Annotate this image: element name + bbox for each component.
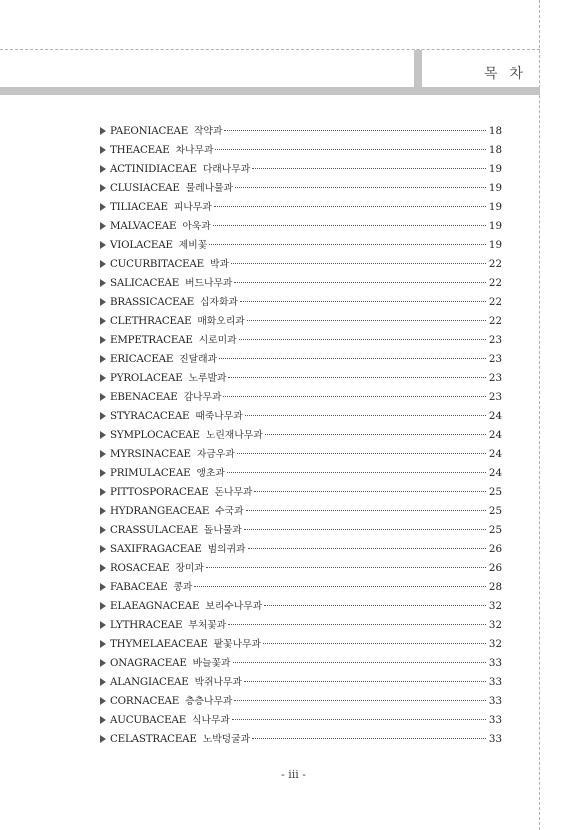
page-title: 목차 bbox=[483, 66, 535, 82]
family-latin-name: THEACEAE bbox=[110, 144, 170, 156]
dot-leader bbox=[264, 605, 486, 606]
toc-page-number: 22 bbox=[488, 277, 502, 289]
family-latin-name: BRASSICACEAE bbox=[110, 296, 195, 308]
family-latin-name: EMPETRACEAE bbox=[110, 334, 193, 346]
family-latin-name: MALVACEAE bbox=[110, 220, 177, 232]
triangle-bullet-icon bbox=[100, 374, 106, 382]
family-korean-name: 감나무과 bbox=[183, 392, 222, 403]
toc-page-number: 19 bbox=[488, 201, 502, 213]
dot-leader bbox=[234, 282, 486, 283]
page-number: - iii - bbox=[281, 768, 306, 781]
toc-page-number: 32 bbox=[488, 600, 502, 612]
dot-leader bbox=[240, 301, 486, 302]
family-latin-name: VIOLACEAE bbox=[110, 239, 173, 251]
toc-entry[interactable] bbox=[100, 579, 502, 598]
toc-page-number: 26 bbox=[488, 543, 502, 555]
toc-page-number: 23 bbox=[488, 334, 502, 346]
toc-page-number: 25 bbox=[488, 524, 502, 536]
toc-entry[interactable] bbox=[100, 142, 502, 161]
triangle-bullet-icon bbox=[100, 697, 106, 705]
family-korean-name: 범의귀과 bbox=[207, 544, 246, 555]
family-korean-name: 아욱과 bbox=[182, 221, 211, 232]
triangle-bullet-icon bbox=[100, 222, 106, 230]
family-latin-name: ROSACEAE bbox=[110, 562, 170, 574]
dot-leader bbox=[227, 472, 486, 473]
dot-leader bbox=[235, 187, 486, 188]
dot-leader bbox=[247, 320, 486, 321]
dot-leader bbox=[194, 586, 486, 587]
toc-entry[interactable] bbox=[100, 522, 502, 541]
toc-page-number: 33 bbox=[488, 714, 502, 726]
toc-page-number: 18 bbox=[488, 125, 502, 137]
family-korean-name: 십자화과 bbox=[200, 297, 238, 308]
family-korean-name: 다래나무과 bbox=[202, 164, 251, 175]
toc-entry[interactable] bbox=[100, 180, 502, 199]
family-latin-name: SALICACEAE bbox=[110, 277, 180, 289]
toc-page-number: 23 bbox=[488, 391, 502, 403]
family-korean-name: 팥꽃나무과 bbox=[213, 639, 262, 650]
triangle-bullet-icon bbox=[100, 260, 106, 268]
dot-leader bbox=[215, 149, 486, 150]
dot-leader bbox=[206, 567, 486, 568]
toc-page-number: 32 bbox=[488, 619, 502, 631]
triangle-bullet-icon bbox=[100, 393, 106, 401]
toc-page-number: 19 bbox=[488, 182, 502, 194]
family-latin-name: MYRSINACEAE bbox=[110, 448, 191, 460]
toc-entry[interactable] bbox=[100, 503, 502, 522]
family-korean-name: 작약과 bbox=[194, 126, 223, 137]
triangle-bullet-icon bbox=[100, 146, 106, 154]
dot-leader bbox=[265, 434, 486, 435]
dot-leader bbox=[209, 244, 486, 245]
dot-leader bbox=[219, 358, 486, 359]
family-latin-name: PYROLACEAE bbox=[110, 372, 183, 384]
toc-entry[interactable] bbox=[100, 199, 502, 218]
dot-leader bbox=[248, 548, 487, 549]
toc-entry[interactable] bbox=[100, 712, 502, 731]
dot-leader bbox=[213, 225, 486, 226]
triangle-bullet-icon bbox=[100, 241, 106, 249]
family-latin-name: CLETHRACEAE bbox=[110, 315, 192, 327]
toc-page-number: 22 bbox=[488, 315, 502, 327]
toc-entry[interactable] bbox=[100, 674, 502, 693]
family-latin-name: SYMPLOCACEAE bbox=[110, 429, 200, 441]
family-korean-name: 차나무과 bbox=[175, 145, 214, 156]
toc-page-number: 22 bbox=[488, 258, 502, 270]
toc-page-number: 25 bbox=[488, 505, 502, 517]
toc-entry[interactable] bbox=[100, 617, 502, 636]
family-korean-name: 노루발과 bbox=[188, 373, 227, 384]
toc-page-number: 19 bbox=[488, 163, 502, 175]
triangle-bullet-icon bbox=[100, 317, 106, 325]
dot-leader bbox=[228, 377, 486, 378]
toc-page-number: 24 bbox=[488, 429, 502, 441]
triangle-bullet-icon bbox=[100, 583, 106, 591]
toc-page-number: 19 bbox=[488, 220, 502, 232]
dot-leader bbox=[224, 130, 486, 131]
family-latin-name: AUCUBACEAE bbox=[110, 714, 187, 726]
toc-page-number: 32 bbox=[488, 638, 502, 650]
toc-page-number: 33 bbox=[488, 733, 502, 745]
family-korean-name: 앵초과 bbox=[196, 468, 225, 479]
family-latin-name: PITTOSPORACEAE bbox=[110, 486, 209, 498]
family-korean-name: 때죽나무과 bbox=[195, 411, 243, 422]
toc-entry[interactable] bbox=[100, 389, 502, 408]
toc-entry[interactable] bbox=[100, 256, 502, 275]
triangle-bullet-icon bbox=[100, 412, 106, 420]
triangle-bullet-icon bbox=[100, 716, 106, 724]
family-latin-name: CELASTRACEAE bbox=[110, 733, 197, 745]
toc-entry[interactable] bbox=[100, 218, 502, 237]
dot-leader bbox=[252, 738, 486, 739]
triangle-bullet-icon bbox=[100, 469, 106, 477]
toc-entry[interactable] bbox=[100, 541, 502, 560]
dot-leader bbox=[233, 662, 486, 663]
toc-page-number: 24 bbox=[488, 448, 502, 460]
toc-entry[interactable] bbox=[100, 351, 502, 370]
dot-leader bbox=[214, 206, 486, 207]
family-korean-name: 장미과 bbox=[175, 563, 204, 574]
family-latin-name: TILIACEAE bbox=[110, 201, 168, 213]
family-korean-name: 돈나무과 bbox=[214, 487, 253, 498]
family-latin-name: CORNACEAE bbox=[110, 695, 180, 707]
toc-page-number: 33 bbox=[488, 657, 502, 669]
triangle-bullet-icon bbox=[100, 279, 106, 287]
toc-entry[interactable] bbox=[100, 294, 502, 313]
triangle-bullet-icon bbox=[100, 203, 106, 211]
dot-leader bbox=[244, 529, 486, 530]
family-korean-name: 진달래과 bbox=[179, 354, 218, 365]
family-korean-name: 층층나무과 bbox=[185, 696, 233, 707]
dot-leader bbox=[228, 624, 486, 625]
toc-page-number: 18 bbox=[488, 144, 502, 156]
family-korean-name: 노박덩굴과 bbox=[202, 734, 251, 745]
family-latin-name: CLUSIACEAE bbox=[110, 182, 180, 194]
family-latin-name: THYMELAEACEAE bbox=[110, 638, 208, 650]
family-korean-name: 물레나물과 bbox=[185, 183, 234, 194]
toc-entry[interactable] bbox=[100, 427, 502, 446]
toc-page-number: 25 bbox=[488, 486, 502, 498]
toc-entry[interactable] bbox=[100, 731, 502, 750]
family-korean-name: 돌나물과 bbox=[203, 525, 242, 536]
triangle-bullet-icon bbox=[100, 450, 106, 458]
dot-leader bbox=[237, 453, 486, 454]
dot-leader bbox=[239, 339, 486, 340]
toc-entry[interactable] bbox=[100, 370, 502, 389]
family-korean-name: 보리수나무과 bbox=[205, 601, 263, 612]
family-latin-name: FABACEAE bbox=[110, 581, 168, 593]
toc-page-number: 33 bbox=[488, 695, 502, 707]
triangle-bullet-icon bbox=[100, 184, 106, 192]
toc-entry[interactable] bbox=[100, 275, 502, 294]
family-korean-name: 매화오리과 bbox=[197, 316, 245, 327]
toc-entry[interactable] bbox=[100, 161, 502, 180]
family-korean-name: 노린재나무과 bbox=[205, 430, 263, 441]
toc-page-number: 24 bbox=[488, 410, 502, 422]
table-of-contents bbox=[100, 123, 502, 750]
dot-leader bbox=[232, 719, 486, 720]
triangle-bullet-icon bbox=[100, 640, 106, 648]
triangle-bullet-icon bbox=[100, 678, 106, 686]
toc-page-number: 19 bbox=[488, 239, 502, 251]
family-latin-name: SAXIFRAGACEAE bbox=[110, 543, 202, 555]
family-latin-name: ALANGIACEAE bbox=[110, 676, 189, 688]
triangle-bullet-icon bbox=[100, 545, 106, 553]
family-latin-name: CRASSULACEAE bbox=[110, 524, 198, 536]
toc-entry[interactable] bbox=[100, 655, 502, 674]
toc-entry[interactable] bbox=[100, 446, 502, 465]
dot-leader bbox=[254, 491, 486, 492]
dot-leader bbox=[263, 643, 486, 644]
triangle-bullet-icon bbox=[100, 431, 106, 439]
family-korean-name: 자금우과 bbox=[196, 449, 235, 460]
toc-page-number: 23 bbox=[488, 353, 502, 365]
toc-page-number: 33 bbox=[488, 676, 502, 688]
family-korean-name: 버드나무과 bbox=[185, 278, 233, 289]
family-latin-name: PAEONIACEAE bbox=[110, 125, 189, 137]
toc-page-number: 23 bbox=[488, 372, 502, 384]
triangle-bullet-icon bbox=[100, 659, 106, 667]
toc-page-number: 22 bbox=[488, 296, 502, 308]
family-latin-name: ELAEAGNACEAE bbox=[110, 600, 200, 612]
toc-entry[interactable] bbox=[100, 332, 502, 351]
family-korean-name: 식나무과 bbox=[192, 715, 230, 726]
triangle-bullet-icon bbox=[100, 355, 106, 363]
family-latin-name: STYRACACEAE bbox=[110, 410, 190, 422]
triangle-bullet-icon bbox=[100, 735, 106, 743]
family-korean-name: 제비꽃 bbox=[178, 240, 208, 251]
top-dashed-rule bbox=[0, 49, 540, 50]
toc-entry[interactable] bbox=[100, 408, 502, 427]
dot-leader bbox=[245, 415, 486, 416]
triangle-bullet-icon bbox=[100, 507, 106, 515]
family-korean-name: 박쥐나무과 bbox=[194, 677, 242, 688]
family-korean-name: 부처꽃과 bbox=[188, 620, 227, 631]
dot-leader bbox=[244, 681, 486, 682]
family-latin-name: PRIMULACEAE bbox=[110, 467, 191, 479]
dot-leader bbox=[234, 700, 486, 701]
dot-leader bbox=[246, 510, 486, 511]
dot-leader bbox=[231, 263, 486, 264]
toc-entry[interactable] bbox=[100, 598, 502, 617]
toc-entry[interactable] bbox=[100, 123, 502, 142]
family-latin-name: EBENACEAE bbox=[110, 391, 178, 403]
family-korean-name: 시로미과 bbox=[198, 335, 237, 346]
toc-page-number: 26 bbox=[488, 562, 502, 574]
triangle-bullet-icon bbox=[100, 298, 106, 306]
triangle-bullet-icon bbox=[100, 564, 106, 572]
triangle-bullet-icon bbox=[100, 602, 106, 610]
header-bar bbox=[0, 87, 540, 95]
triangle-bullet-icon bbox=[100, 526, 106, 534]
family-latin-name: ACTINIDIACEAE bbox=[110, 163, 197, 175]
family-korean-name: 수국과 bbox=[215, 506, 244, 517]
toc-entry[interactable] bbox=[100, 693, 502, 712]
toc-entry[interactable] bbox=[100, 465, 502, 484]
dot-leader bbox=[252, 168, 486, 169]
triangle-bullet-icon bbox=[100, 127, 106, 135]
triangle-bullet-icon bbox=[100, 165, 106, 173]
family-korean-name: 박과 bbox=[210, 259, 229, 270]
toc-entry[interactable] bbox=[100, 237, 502, 256]
family-latin-name: HYDRANGEACEAE bbox=[110, 505, 210, 517]
family-korean-name: 바늘꽃과 bbox=[192, 658, 231, 669]
toc-entry[interactable] bbox=[100, 560, 502, 579]
toc-entry[interactable] bbox=[100, 636, 502, 655]
right-dashed-rule bbox=[539, 0, 540, 830]
toc-page-number: 24 bbox=[488, 467, 502, 479]
family-korean-name: 피나무과 bbox=[173, 202, 212, 213]
dot-leader bbox=[223, 396, 486, 397]
triangle-bullet-icon bbox=[100, 621, 106, 629]
family-latin-name: LYTHRACEAE bbox=[110, 619, 183, 631]
toc-entry[interactable] bbox=[100, 484, 502, 503]
family-korean-name: 콩과 bbox=[173, 582, 193, 593]
family-latin-name: ERICACEAE bbox=[110, 353, 174, 365]
triangle-bullet-icon bbox=[100, 488, 106, 496]
toc-page-number: 28 bbox=[488, 581, 502, 593]
header-divider bbox=[414, 50, 422, 95]
toc-entry[interactable] bbox=[100, 313, 502, 332]
family-latin-name: ONAGRACEAE bbox=[110, 657, 187, 669]
family-latin-name: CUCURBITACEAE bbox=[110, 258, 204, 270]
triangle-bullet-icon bbox=[100, 336, 106, 344]
